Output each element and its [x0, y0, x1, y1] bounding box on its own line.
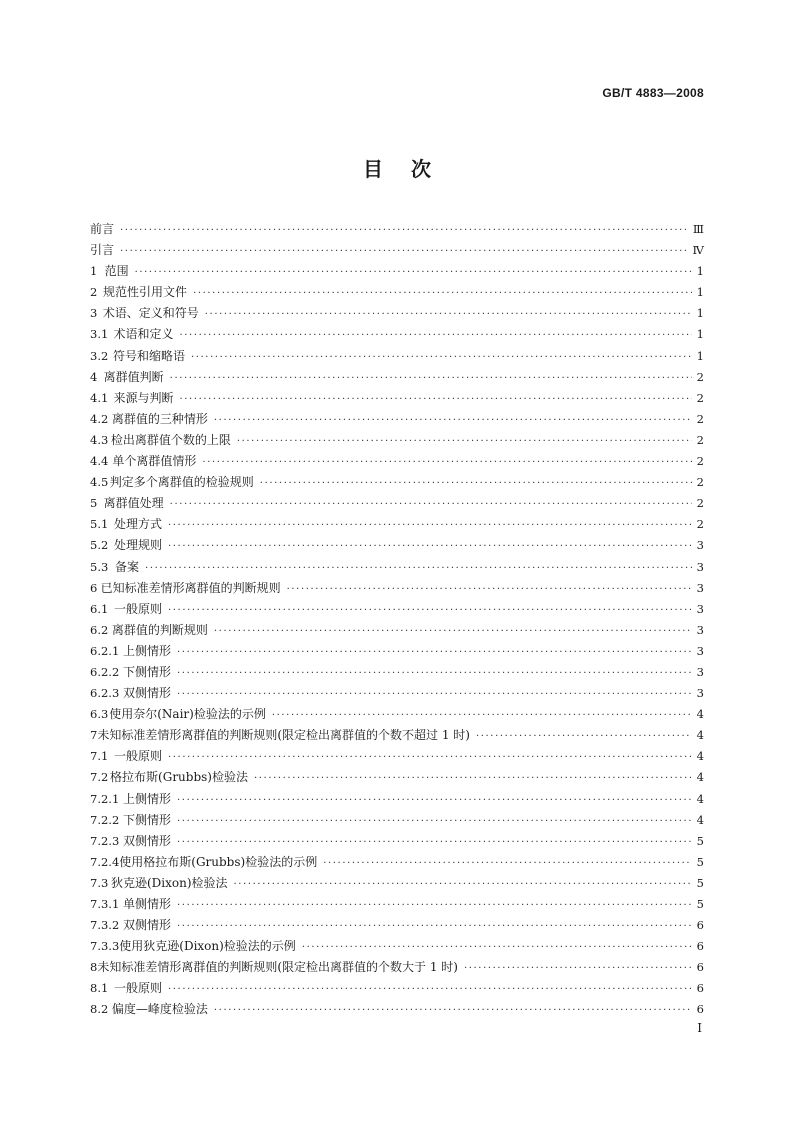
toc-entry[interactable]: [90, 873, 704, 894]
toc-leader-dots: [323, 853, 692, 874]
toc-entry[interactable]: [90, 514, 704, 535]
toc-entry-label: 格拉布斯(Grubbs)检验法: [110, 770, 248, 785]
toc-entry-label: 使用狄克逊(Dixon)检验法的示例: [119, 939, 296, 954]
toc-entry-page: Ⅲ: [692, 222, 704, 236]
toc-entry-number: 5.3: [90, 559, 109, 574]
toc-entry-label: 离群值的三种情形: [111, 411, 208, 426]
toc-entry[interactable]: [90, 683, 704, 704]
toc-entry-page: 1: [696, 306, 704, 321]
toc-entry-page: 6: [696, 1002, 704, 1017]
toc-entry-page: 6: [696, 960, 704, 975]
toc-entry-number: 7: [90, 728, 98, 743]
toc-entry-number: 3.1: [90, 327, 109, 342]
toc-entry-number: 4.1: [90, 390, 109, 405]
toc-entry-label: 已知标准差情形离群值的判断规则: [100, 580, 281, 595]
toc-entry-label: 引言: [90, 243, 115, 258]
toc-entry[interactable]: [90, 767, 704, 788]
toc-entry-label: 术语和定义: [113, 327, 174, 342]
toc-leader-dots: [214, 410, 692, 431]
toc-entry[interactable]: [90, 451, 704, 472]
toc-entry-page: 3: [696, 580, 704, 595]
toc-leader-dots: [135, 262, 692, 283]
toc-entry-page: 2: [696, 411, 704, 426]
toc-leader-dots: [237, 431, 692, 452]
toc-entry-label: 处理方式: [113, 517, 162, 532]
toc-entry-number: 6.1: [90, 601, 109, 616]
toc-leader-dots: [177, 642, 692, 663]
toc-entry-page: 6: [696, 939, 704, 954]
toc-entry[interactable]: [90, 810, 704, 831]
toc-entry-label: 前言: [90, 222, 115, 236]
toc-entry-label: 狄克逊(Dixon)检验法: [110, 875, 228, 890]
toc-entry[interactable]: [90, 620, 704, 641]
toc-entry-page: 3: [696, 664, 704, 679]
toc-leader-dots: [168, 747, 692, 768]
toc-entry-label: 双侧情形: [123, 686, 172, 701]
toc-entry-number: 4.4: [90, 454, 109, 469]
toc-entry-page: 4: [696, 707, 704, 722]
toc-leader-dots: [177, 895, 692, 916]
toc-entry-number: 5.1: [90, 517, 109, 532]
toc-leader-dots: [177, 916, 692, 937]
toc-entry[interactable]: [90, 746, 704, 767]
toc-entry-number: 6: [90, 580, 98, 595]
toc-entry-number: 1: [90, 264, 98, 279]
toc-entry-page: 3: [696, 622, 704, 637]
toc-entry-page: 1: [696, 327, 704, 342]
toc-entry-page: 2: [696, 454, 704, 469]
toc-entry-label: 来源与判断: [113, 390, 174, 405]
toc-leader-dots: [177, 790, 692, 811]
toc-entry-number: 5: [90, 496, 98, 511]
toc-entry-page: 4: [696, 791, 704, 806]
toc-entry[interactable]: [90, 978, 704, 999]
toc-entry[interactable]: [90, 662, 704, 683]
toc-entry-number: 7.2.2: [90, 812, 120, 827]
toc-leader-dots: [168, 979, 692, 1000]
toc-entry-label: 离群值判断: [103, 369, 164, 384]
toc-entry-label: 未知标准差情形离群值的判断规则(限定检出离群值的个数不超过 1 时): [97, 728, 470, 743]
toc-entry-label: 检出离群值个数的上限: [110, 432, 231, 447]
toc-leader-dots: [177, 832, 692, 853]
toc-entry[interactable]: [90, 915, 704, 936]
toc-leader-dots: [179, 325, 692, 346]
toc-entry-page: 2: [696, 475, 704, 490]
toc-entry-label: 离群值处理: [103, 496, 164, 511]
toc-leader-dots: [177, 811, 692, 832]
toc-leader-dots: [168, 536, 692, 557]
toc-entry[interactable]: [90, 999, 704, 1020]
toc-entry-page: 3: [696, 538, 704, 553]
toc-entry-label: 离群值的判断规则: [111, 622, 208, 637]
toc-entry-number: 8.1: [90, 981, 109, 996]
toc-entry-page: 3: [696, 686, 704, 701]
toc-entry-number: 4.5: [90, 475, 109, 490]
toc-entry-number: 6.2.2: [90, 664, 120, 679]
toc-entry-page: 2: [696, 496, 704, 511]
toc-entry-page: 4: [696, 728, 704, 743]
toc-leader-dots: [260, 473, 692, 494]
toc-entry[interactable]: [90, 324, 704, 345]
toc-entry-number: 7.3.1: [90, 897, 120, 911]
page-title: 目次: [363, 157, 459, 181]
toc-entry-label: 未知标准差情形离群值的判断规则(限定检出离群值的个数大于 1 时): [97, 960, 458, 975]
toc-entry[interactable]: [90, 261, 704, 282]
toc-entry[interactable]: [90, 957, 704, 978]
toc-entry-page: 3: [696, 559, 704, 574]
toc-leader-dots: [202, 452, 692, 473]
toc-entry[interactable]: [90, 704, 704, 725]
toc-leader-dots: [464, 958, 692, 979]
toc-leader-dots: [170, 494, 692, 515]
toc-entry-number: 7.2.3: [90, 833, 120, 848]
toc-entry[interactable]: [90, 367, 704, 388]
toc-entry-label: 符号和缩略语: [112, 348, 185, 363]
toc-entry-number: 4.3: [90, 432, 109, 447]
toc-entry-number: 4.2: [90, 411, 109, 426]
toc-entry-number: 3.2: [90, 348, 109, 363]
toc-entry-number: 8.2: [90, 1002, 109, 1017]
toc-leader-dots: [168, 600, 692, 621]
toc-entry-number: 7.1: [90, 749, 109, 764]
toc-entry-label: 双侧情形: [123, 833, 172, 848]
toc-entry[interactable]: [90, 599, 704, 620]
toc-entry[interactable]: [90, 831, 704, 852]
toc-entry-label: 下侧情形: [123, 664, 172, 679]
toc-leader-dots: [193, 283, 692, 304]
toc-entry-label: 上侧情形: [123, 791, 172, 806]
toc-leader-dots: [120, 241, 688, 262]
toc-entry[interactable]: [90, 894, 704, 915]
toc-leader-dots: [191, 347, 692, 368]
toc-entry-label: 范围: [104, 264, 129, 279]
toc-entry[interactable]: [90, 493, 704, 514]
toc-entry-page: 4: [696, 812, 704, 827]
toc-entry-label: 术语、定义和符号: [102, 306, 199, 321]
toc-entry-label: 偏度—峰度检验法: [111, 1002, 208, 1017]
toc-entry-label: 双侧情形: [123, 918, 172, 933]
toc-entry-page: 2: [696, 517, 704, 532]
toc-entry[interactable]: [90, 219, 704, 240]
toc-entry-page: 5: [696, 875, 704, 890]
toc-entry[interactable]: [90, 240, 704, 261]
toc-entry-page: 6: [696, 981, 704, 996]
toc-leader-dots: [168, 515, 692, 536]
toc-entry-label: 使用奈尔(Nair)检验法的示例: [109, 707, 266, 722]
toc-entry-page: 4: [696, 749, 704, 764]
toc-leader-dots: [302, 937, 692, 958]
toc-entry[interactable]: [90, 936, 704, 957]
toc-entry-page: 3: [696, 601, 704, 616]
toc-entry-number: 7.3: [90, 875, 109, 890]
toc-entry-label: 下侧情形: [123, 812, 172, 827]
toc-entry-page: Ⅳ: [692, 243, 704, 258]
toc-leader-dots: [120, 220, 689, 241]
toc-entry-number: 7.2: [90, 770, 109, 785]
toc-entry[interactable]: [90, 282, 704, 303]
toc-leader-dots: [476, 726, 692, 747]
toc-leader-dots: [272, 705, 692, 726]
toc-leader-dots: [177, 663, 692, 684]
toc-leader-dots: [287, 579, 692, 600]
toc-leader-dots: [177, 684, 692, 705]
toc-entry-number: 3: [90, 306, 98, 321]
toc-entry-page: 2: [696, 432, 704, 447]
standard-code: GB/T 4883—2008: [602, 86, 704, 100]
toc-entry[interactable]: [90, 346, 704, 367]
toc-entry-label: 上侧情形: [123, 643, 172, 658]
toc-entry[interactable]: [90, 641, 704, 662]
toc-entry[interactable]: [90, 303, 704, 324]
toc-entry-label: 使用格拉布斯(Grubbs)检验法的示例: [119, 854, 318, 869]
toc-leader-dots: [214, 621, 692, 642]
toc-entry-number: 6.2.1: [90, 643, 120, 658]
toc-entry-page: 3: [696, 643, 704, 658]
toc-leader-dots: [179, 389, 692, 410]
toc-entry-number: 6.2: [90, 622, 109, 637]
toc-leader-dots: [234, 874, 692, 895]
toc-entry[interactable]: [90, 430, 704, 451]
toc-entry[interactable]: [90, 472, 704, 493]
toc-entry-number: 6.2.3: [90, 686, 120, 701]
toc-entry-page: 2: [696, 390, 704, 405]
toc-entry-page: 1: [696, 264, 704, 279]
toc-entry-number: 8: [90, 960, 98, 975]
toc-entry[interactable]: [90, 578, 704, 599]
toc-entry-label: 备案: [115, 559, 140, 574]
toc-entry-label: 一般原则: [113, 601, 162, 616]
toc-leader-dots: [145, 558, 692, 579]
toc-entry-page: 6: [696, 918, 704, 933]
toc-entry-page: 2: [696, 369, 704, 384]
toc-entry-page: 4: [696, 770, 704, 785]
toc-entry-label: 单个离群值情形: [112, 454, 197, 469]
toc-entry-number: 2: [90, 285, 98, 300]
toc-entry-label: 判定多个离群值的检验规则: [109, 475, 254, 490]
toc-entry[interactable]: [90, 535, 704, 556]
toc-entry-page: 5: [696, 833, 704, 848]
toc-entry[interactable]: [90, 789, 704, 810]
toc-entry-number: 7.3.3: [90, 939, 120, 954]
toc-entry-number: 7.2.1: [90, 791, 120, 806]
toc-entry-label: 一般原则: [113, 981, 162, 996]
toc-entry[interactable]: [90, 725, 704, 746]
toc-leader-dots: [170, 368, 692, 389]
toc-leader-dots: [214, 1000, 692, 1021]
toc-entry[interactable]: [90, 557, 704, 578]
toc-entry-label: 单侧情形: [123, 897, 172, 911]
toc-entry-number: 5.2: [90, 538, 109, 553]
toc-entry[interactable]: [90, 388, 704, 409]
toc-entry-label: 处理规则: [113, 538, 162, 553]
toc-entry-number: 6.3: [90, 707, 109, 722]
footer-page-number: Ⅰ: [697, 1021, 702, 1035]
toc-entry[interactable]: [90, 409, 704, 430]
toc-entry-page: 5: [696, 897, 704, 911]
toc-leader-dots: [205, 304, 692, 325]
toc-leader-dots: [254, 768, 692, 789]
toc-entry-label: 规范性引用文件: [103, 285, 188, 300]
toc-entry-label: 一般原则: [113, 749, 162, 764]
toc-entry-number: 4: [90, 369, 98, 384]
toc-entry[interactable]: [90, 852, 704, 873]
table-of-contents: [90, 219, 704, 1021]
toc-entry-page: 1: [696, 285, 704, 300]
toc-entry-number: 7.2.4: [90, 854, 120, 869]
toc-entry-page: 5: [696, 854, 704, 869]
toc-entry-page: 1: [696, 348, 704, 363]
toc-entry-number: 7.3.2: [90, 918, 120, 933]
